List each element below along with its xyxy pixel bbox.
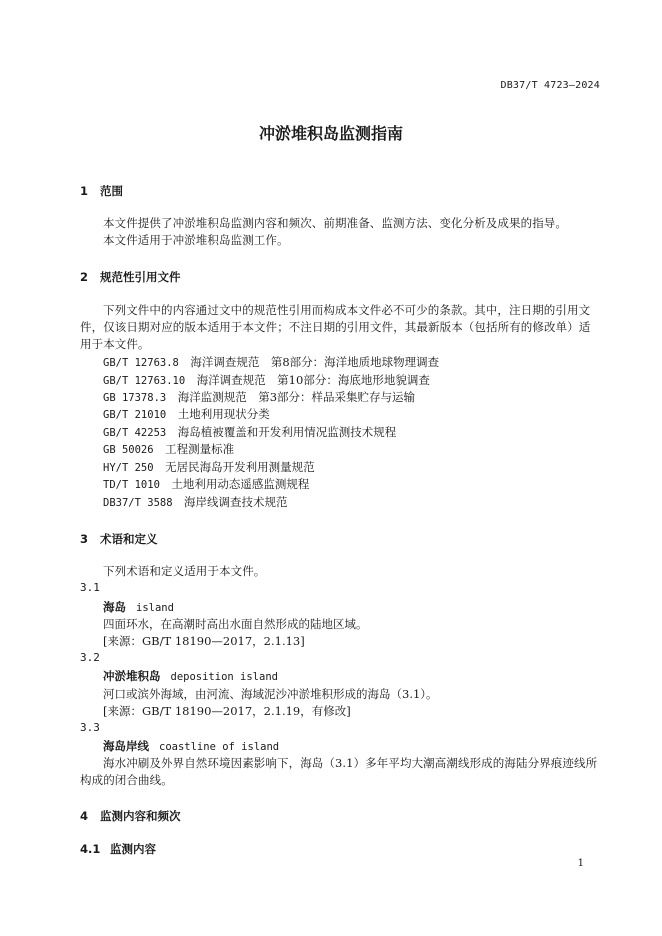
reference-title: 海洋调查规范 第10部分：海底地形地貌调查 [196,373,430,387]
subsection-4-1-heading [80,841,156,857]
section-2-heading [80,269,181,285]
reference-item [103,441,234,457]
standard-code-header: DB37/T 4723—2024 [500,80,600,91]
reference-title: 海岸线调查技术规范 [184,495,288,509]
reference-title: 无居民海岛开发利用测量规范 [165,460,315,474]
reference-code: TD/T 1010 [103,479,160,491]
document-title: 冲淤堆积岛监测指南 [258,124,403,143]
term-heading [103,599,174,615]
reference-code: GB/T 42253 [103,427,167,439]
scope-paragraph: 本文件适用于冲淤堆积岛监测工作。 [103,233,289,247]
reference-code: GB 17378.3 [103,392,167,404]
reference-code: GB/T 12763.8 [103,357,179,369]
reference-item [103,389,415,405]
term-definition: 海水冲刷及外界自然环境因素影响下，海岛（3.1）多年平均大潮高潮线形成的海陆分界痕迹线所构成的闭合曲线。 [80,756,598,787]
references-intro: 下列文件中的内容通过文中的规范性引用而构成本文件必不可少的条款。其中，注日期的引用文件，仅该日期对应的版本适用于本文件；不注日期的引用文件，其最新版本（包括所有的修改单）适用于本文件。 [80,303,591,351]
reference-code: GB/T 21010 [103,409,167,421]
term-source: [来源：GB/T 18190—2017，2.1.13] [103,634,305,648]
term-english: island [136,602,174,614]
reference-title: 海洋调查规范 第8部分：海洋地质地球物理调查 [190,355,440,369]
section-title: 术语和定义 [100,532,158,546]
term-chinese: 海岛 [103,600,126,614]
reference-code: HY/T 250 [103,462,154,474]
term-number: 3.2 [80,651,100,664]
reference-title: 土地利用现状分类 [177,407,270,421]
reference-item [103,476,309,492]
reference-item [103,459,315,475]
term-heading [103,738,279,754]
page-number: 1 [577,858,584,869]
term-source: [来源：GB/T 18190—2017，2.1.19，有修改] [103,704,351,718]
term-number: 3.3 [80,721,100,734]
term-chinese: 冲淤堆积岛 [103,669,161,683]
section-number: 2 [80,270,89,284]
reference-code: DB37/T 3588 [103,497,173,509]
section-title: 监测内容和频次 [100,809,181,823]
term-definition: 河口或滨外海域，由河流、海域泥沙冲淤堆积形成的海岛（3.1）。 [103,687,438,701]
reference-code: GB/T 12763.10 [103,375,186,387]
reference-item [103,406,270,422]
reference-item [103,372,430,388]
section-title: 规范性引用文件 [100,270,181,284]
section-number: 3 [80,532,89,546]
term-english: deposition island [170,671,278,683]
scope-paragraph: 本文件提供了冲淤堆积岛监测内容和频次、前期准备、监测方法、变化分析及成果的指导。 [103,216,567,230]
term-english: coastline of island [159,741,280,753]
section-title: 范围 [100,184,123,198]
term-number: 3.1 [80,581,100,594]
reference-title: 海岛植被覆盖和开发利用情况监测技术规程 [177,425,397,439]
section-3-heading [80,531,158,547]
section-number: 4.1 [80,842,101,856]
reference-item [103,494,288,510]
reference-item [103,354,439,370]
section-number: 1 [80,184,89,198]
section-number: 4 [80,809,89,823]
reference-title: 工程测量标准 [165,442,235,456]
section-4-heading [80,808,181,824]
reference-code: GB 50026 [103,444,154,456]
term-definition: 四面环水，在高潮时高出水面自然形成的陆地区域。 [103,617,368,631]
reference-title: 土地利用动态遥感监测规程 [171,477,310,491]
term-chinese: 海岛岸线 [103,739,149,753]
reference-title: 海洋监测规范 第3部分：样品采集贮存与运输 [177,390,416,404]
terms-intro: 下列术语和定义适用于本文件。 [103,564,266,578]
section-1-heading [80,183,123,199]
section-title: 监测内容 [110,842,156,856]
term-heading [103,668,278,684]
reference-item [103,424,396,440]
